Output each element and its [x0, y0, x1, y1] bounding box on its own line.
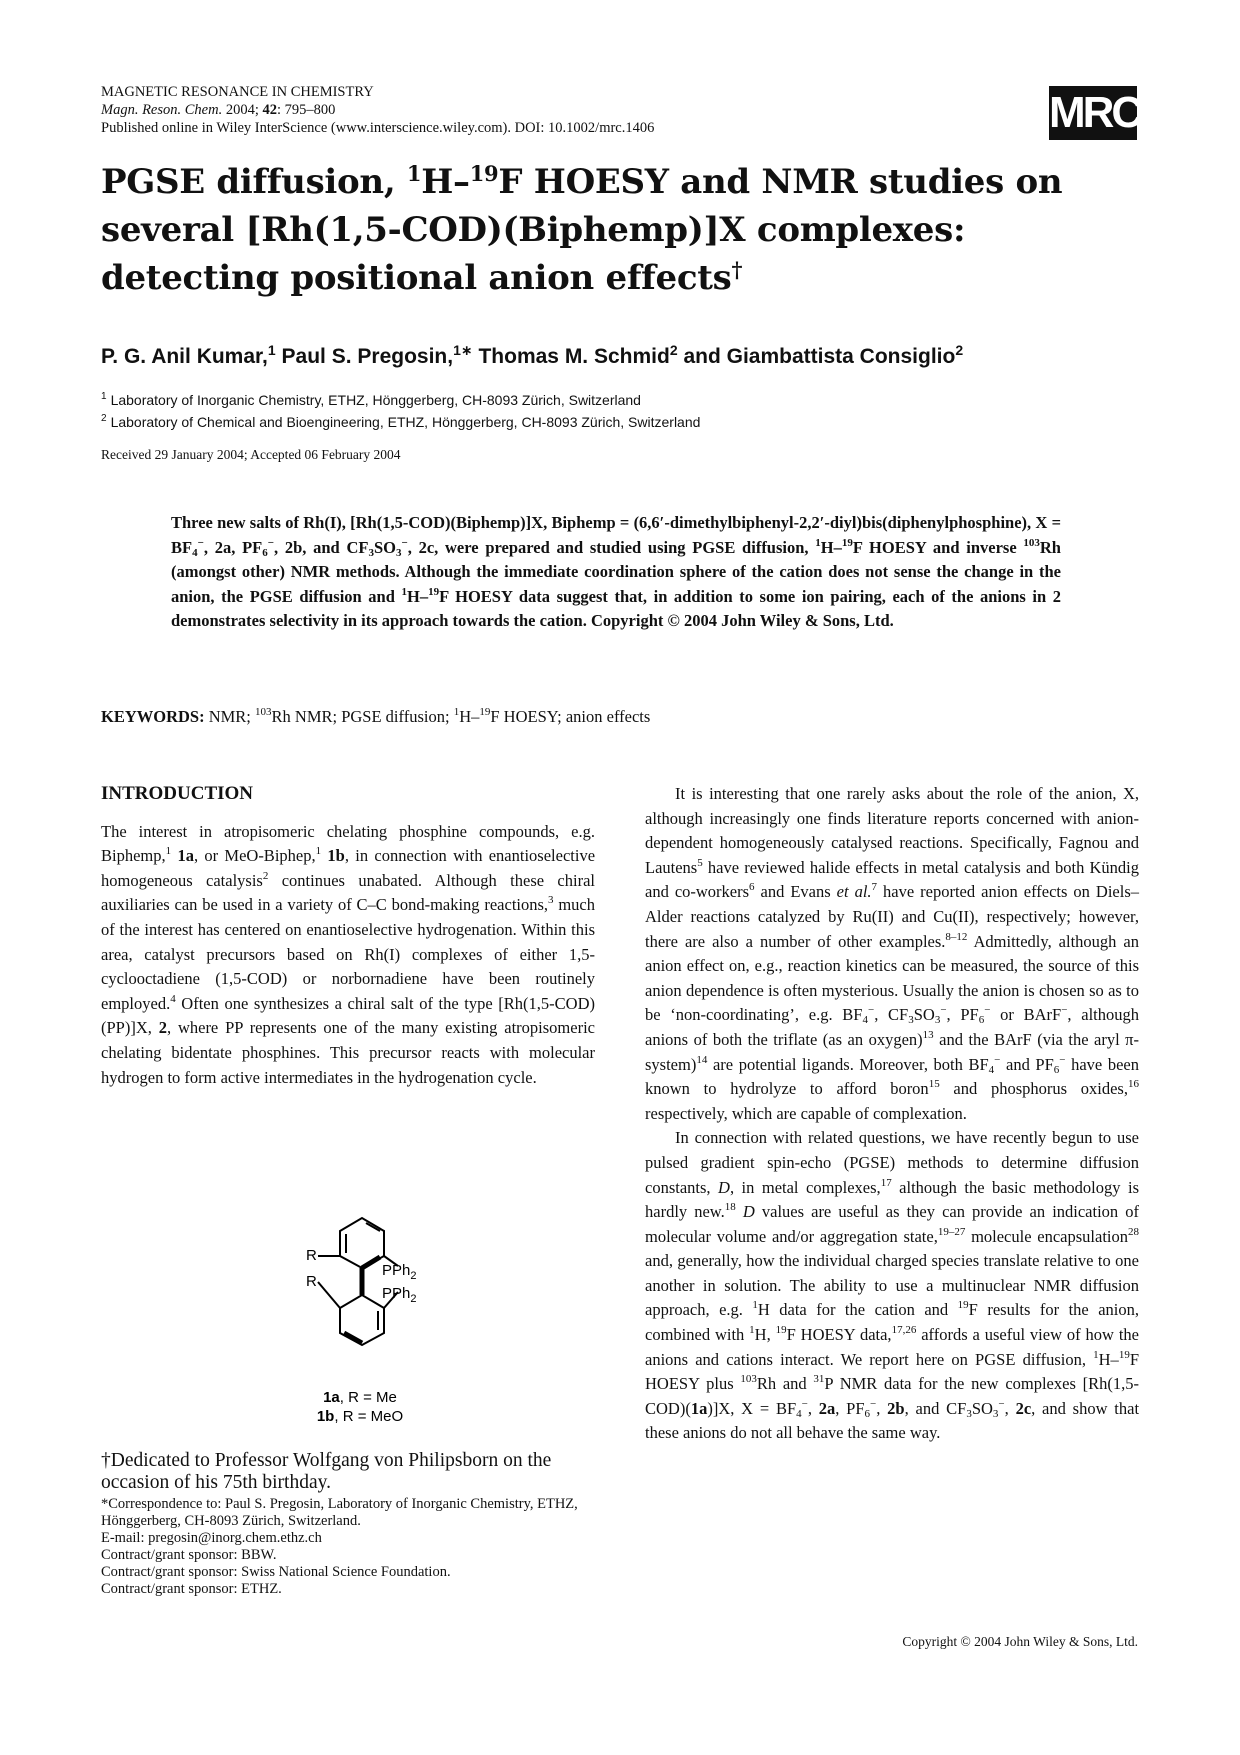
- intro-paragraph-1: The interest in atropisomeric chelating phosphine compounds, e.g. Biphemp,$^1$ 1a, or MeO-Biphep,$^1$ 1b, in connection with enantioselective homogeneous catalysis$^2$ continues unabated. Although these chiral auxiliaries can be used in a variety of C–C bond-making reactions,$^3$ much of the interest has centered on enantioselective hydrogenation. Within this area, catalyst precursors based on Rh(I) complexes of either 1,5-cyclooctadiene (1,5-COD) or norbornadiene have been routinely employed.$^4$ Often one synthesizes a chiral salt of the type [Rh(1,5-COD)(PP)]X, 2, where PP represents one of the many existing atropisomeric chelating bidentate phosphines. This precursor reacts with molecular hydrogen to form active intermediates in the hydrogenation cycle.: [101, 821, 596, 1087]
- received-dates: Received 29 January 2004; Accepted 06 February 2004: [101, 447, 401, 462]
- page-copyright: Copyright © 2004 John Wiley & Sons, Ltd.: [902, 1634, 1138, 1649]
- pph2-label-bottom: PPh$_2$: [382, 1285, 417, 1305]
- left-column: [101, 782, 595, 1090]
- abstract: Three new salts of Rh(I), [Rh(1,5-COD)(Biphemp)]X, Biphemp = (6,6′-dimethylbiphenyl-2,2′-diyl)bis(diphenylphosphine), $X = BF_4^-$, 2a, $PF_6^-$, 2b, and $CF_3SO_3^-$, 2c, were prepared and studied using PGSE diffusion, $^1$H–$^{19}$F HOESY and inverse $^{103}$Rh (amongst other) NMR methods. Although the immediate coordination sphere of the cation does not sense the change in the anion, the PGSE diffusion and $^1$H–$^{19}$F HOESY data suggest that, in addition to some ion pairing, each of the anions in 2 demonstrates selectivity in its approach towards the cation. Copyright © 2004 John Wiley & Sons, Ltd.: [171, 513, 1061, 630]
- journal-logo: MRC: [1049, 86, 1137, 140]
- affiliation-1: $^1$ Laboratory of Inorganic Chemistry, ETHZ, Hönggerberg, CH-8093 Zürich, Switzerland: [101, 391, 641, 408]
- affiliation-2: $^2$ Laboratory of Chemical and Bioengineering, ETHZ, Hönggerberg, CH-8093 Zürich, Switzerland: [101, 413, 701, 430]
- footnotes: [101, 1450, 595, 1598]
- biphemp-structure-figure: [270, 1210, 450, 1430]
- journal-citation: Magn. Reson. Chem. 2004; 42: 795–800: [101, 102, 336, 118]
- intro-paragraph-2: It is interesting that one rarely asks about the role of the anion, X, although increasingly one finds literature reports concerned with anion-dependent homogeneously catalysed reactions. Specifically, Fagnou and Lautens$^5$ have reviewed halide effects in metal catalysis and both Kündig and co-workers$^6$ and Evans et al.$^7$ have reported anion effects on Diels–Alder reactions catalyzed by Ru(II) and Cu(II), respectively; however, there are also a number of other examples.$^{8-12}$ Admittedly, although an anion effect on, e.g., reaction kinetics can be measured, the source of this anion dependence is often mysterious. Usually the anion is chosen so as to be ‘non-coordinating’, e.g. $BF_4^-$, $CF_3SO_3^-$, $PF_6^-$ or BArF−, although anions of both the triflate (as an oxygen)$^{13}$ and the BArF (via the aryl π-system)$^{14}$ are potential ligands. Moreover, both $BF_4^-$ and $PF_6^-$ have been known to hydrolyze to afford boron$^{15}$ and phosphorus oxides,$^{16}$ respectively, which are capable of complexation.: [645, 784, 1140, 1123]
- dedication-footnote: †Dedicated to Professor Wolfgang von Philipsborn on the occasion of his 75th birthday.: [101, 1450, 552, 1493]
- r-label-top: R: [306, 1247, 317, 1264]
- right-column: [645, 782, 1139, 1446]
- pph2-label-top: PPh$_2$: [382, 1262, 417, 1282]
- caption-1b: 1b, R = MeO: [316, 1408, 404, 1425]
- keywords: KEYWORDS: NMR; $^{103}$Rh NMR; PGSE diffusion; $^1$H–$^{19}$F HOESY; anion effects: [101, 706, 651, 726]
- sponsor-footnote-3: Contract/grant sponsor: ETHZ.: [101, 1581, 282, 1597]
- caption-1a: 1a, R = Me: [323, 1389, 397, 1406]
- intro-heading: INTRODUCTION: [101, 783, 254, 804]
- journal-name: MAGNETIC RESONANCE IN CHEMISTRY: [101, 84, 374, 100]
- author-list: P. G. Anil Kumar,$^1$ Paul S. Pregosin,$^{1∗}$ Thomas M. Schmid$^2$ and Giambattista Consiglio$^2$: [101, 342, 964, 368]
- sponsor-footnote-2: Contract/grant sponsor: Swiss National Science Foundation.: [101, 1564, 451, 1580]
- journal-online: Published online in Wiley InterScience (www.interscience.wiley.com). DOI: 10.1002/mrc.1406: [101, 120, 655, 136]
- journal-header: [101, 83, 654, 137]
- article-title: PGSE diffusion, $^1$H–$^{19}$F HOESY and NMR studies on several [Rh(1,5-COD)(Biphemp)]X complexes: detecting positional anion effects†: [101, 161, 1063, 298]
- sponsor-footnote-1: Contract/grant sponsor: BBW.: [101, 1547, 277, 1563]
- r-label-bottom: R: [306, 1273, 317, 1290]
- correspondence-footnote: *Correspondence to: Paul S. Pregosin, Laboratory of Inorganic Chemistry, ETHZ, Hönggerberg, CH-8093 Zürich, Switzerland.: [101, 1496, 578, 1529]
- intro-paragraph-3: In connection with related questions, we have recently begun to use pulsed gradient spin-echo (PGSE) methods to determine diffusion constants, D, in metal complexes,$^{17}$ although the basic methodology is hardly new.$^{18}$ D values are useful as they can provide an indication of molecular volume and/or aggregation state,$^{19-27}$ molecule encapsulation$^{28}$ and, generally, how the individual charged species translate relative to one another in solution. The ability to use a multinuclear NMR diffusion approach, e.g. $^1$H data for the cation and $^{19}$F results for the anion, combined with $^1$H, $^{19}$F HOESY data,$^{17,26}$ affords a useful view of how the anions and cations interact. We report here on PGSE diffusion, $^1$H–$^{19}$F HOESY plus $^{103}$Rh and $^{31}$P NMR data for the new complexes [Rh(1,5-COD)(1a)]X, $X = BF_4^-$, 2a, $PF_6^-$, 2b, and $CF_3SO_3^-$, 2c, and show that these anions do not all behave the same way.: [645, 1128, 1140, 1443]
- email-footnote: E-mail: pregosin@inorg.chem.ethz.ch: [101, 1530, 322, 1546]
